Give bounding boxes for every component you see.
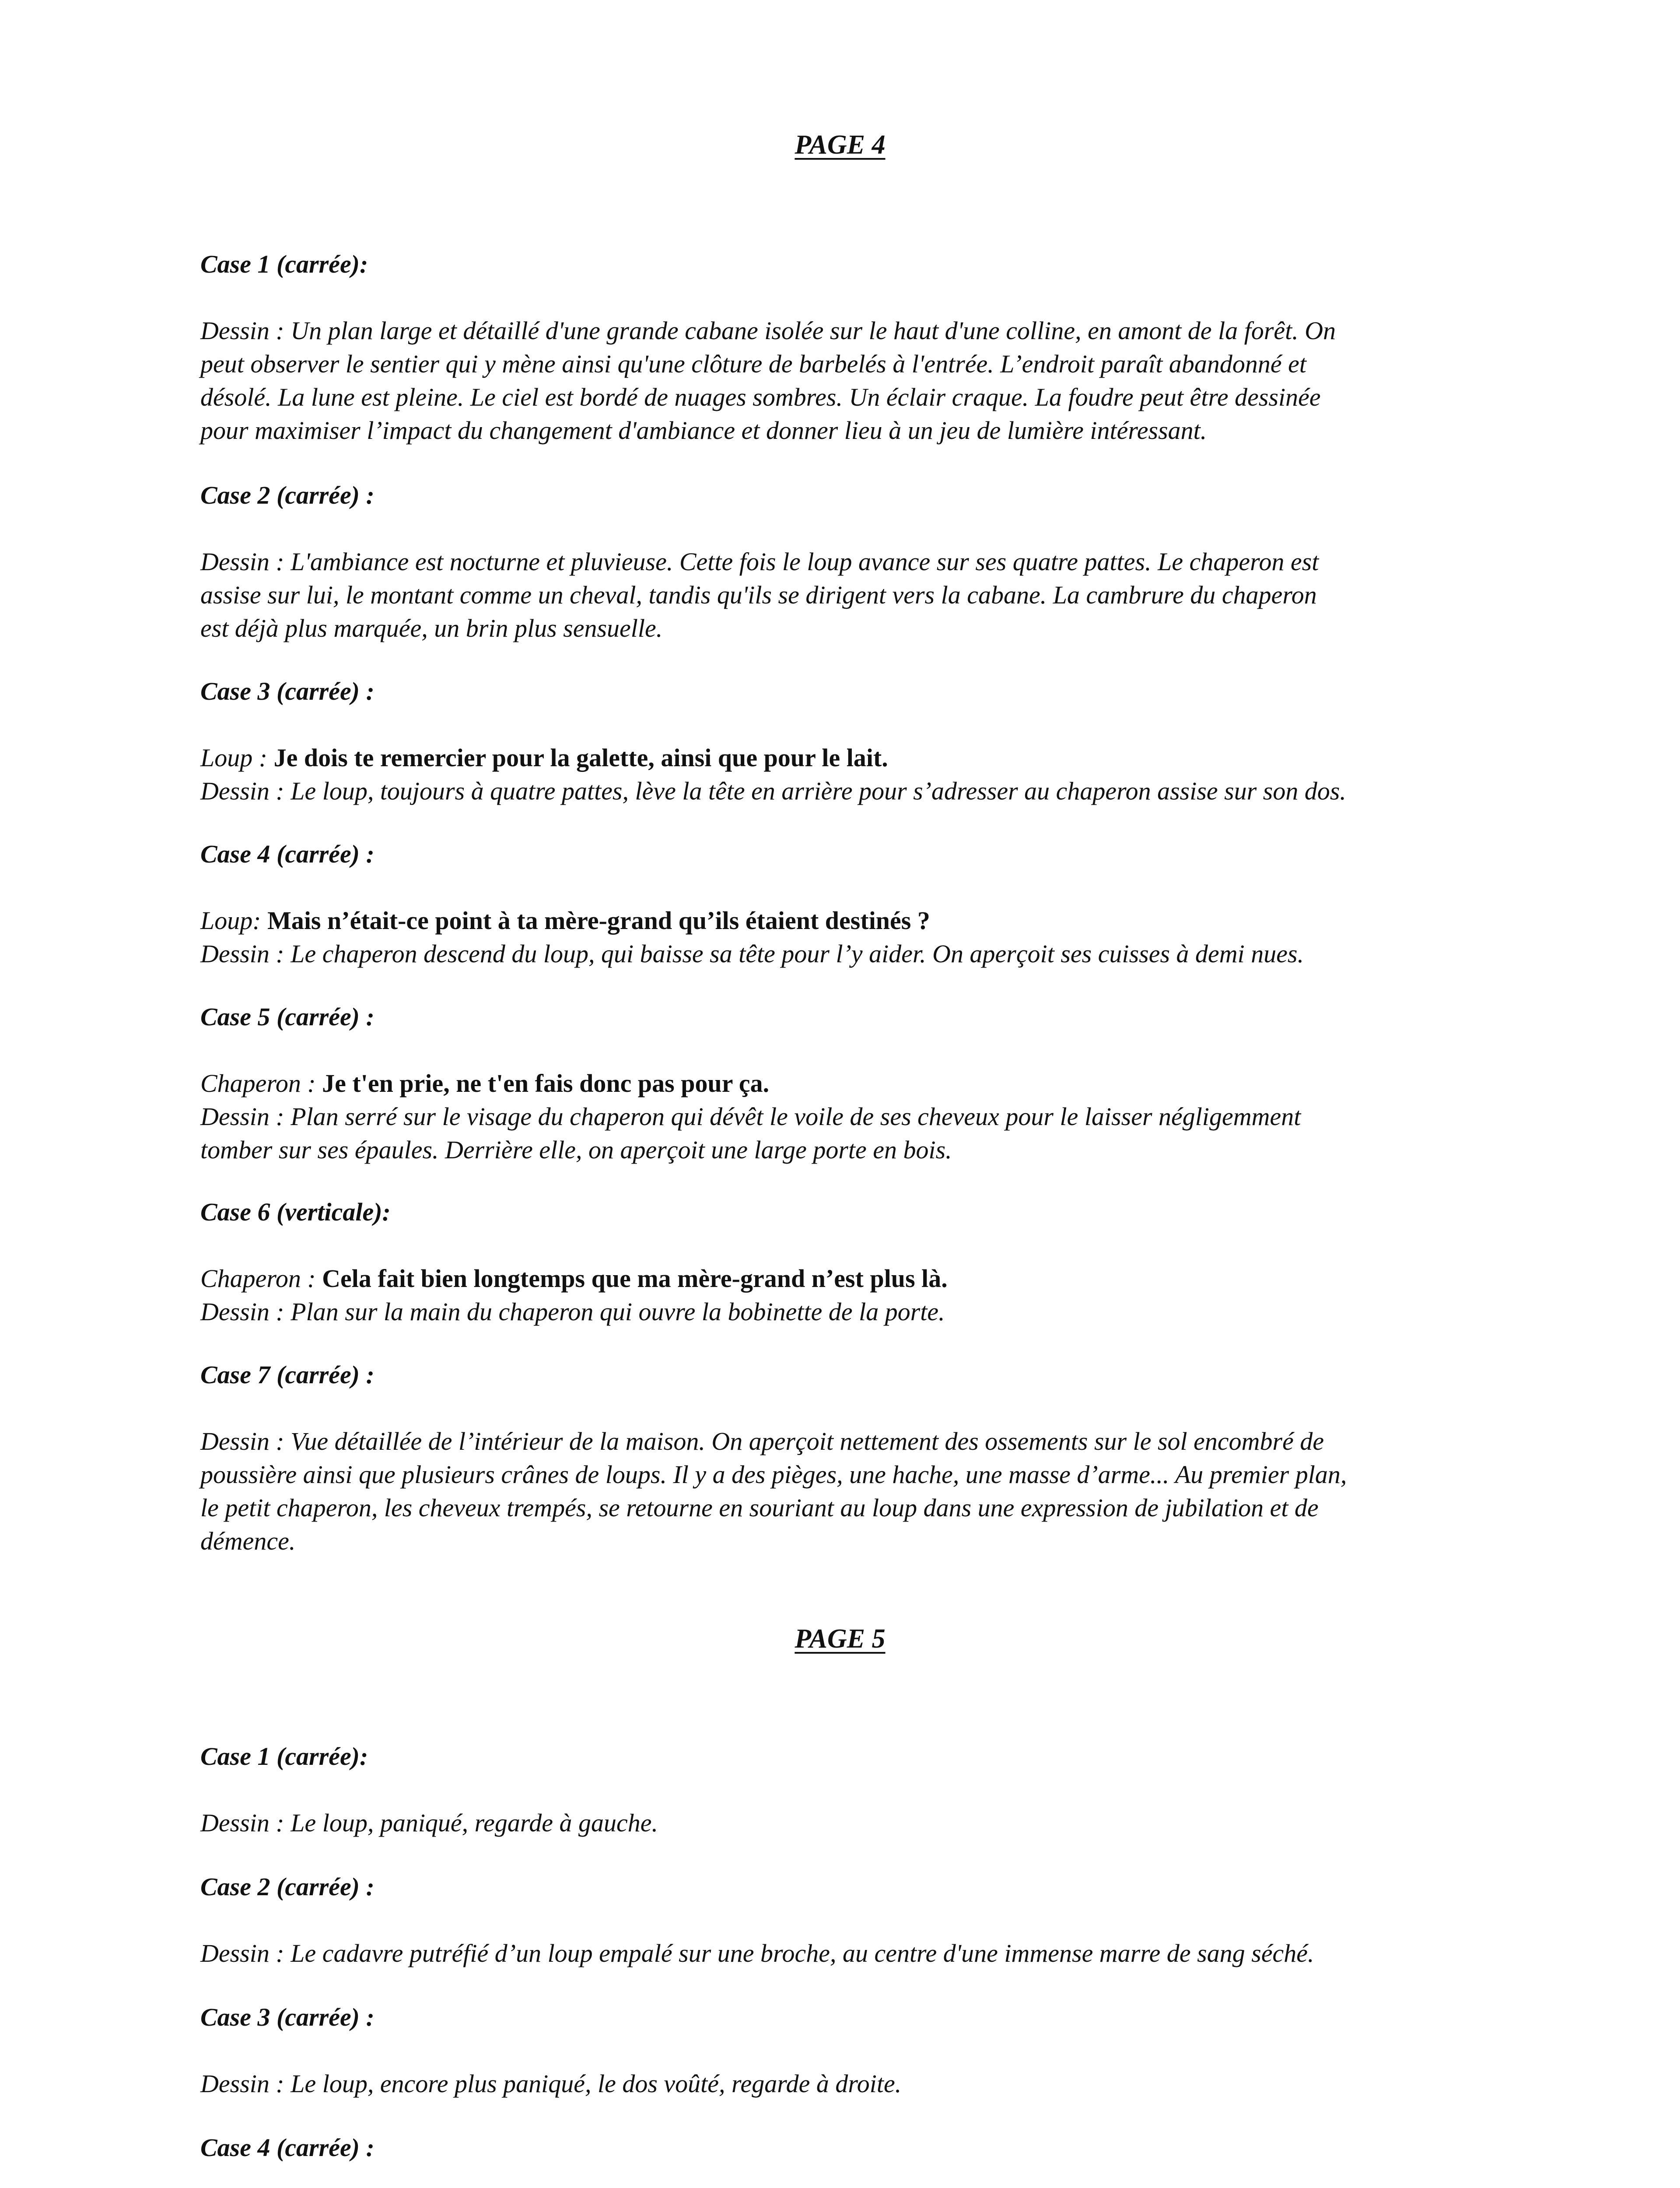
drawing-line: assise sur lui, le montant comme un cheval, tandis qu'ils se dirigent vers la cabane. La cambrure du chaperon	[200, 581, 1317, 609]
page-4-case-1-drawing	[200, 314, 1495, 447]
page-5-case-1-title: Case 1 (carrée):	[200, 1742, 368, 1771]
dialogue-line	[200, 741, 1495, 775]
page-4-case-4-body	[200, 904, 1495, 971]
page-4-case-7-title: Case 7 (carrée) :	[200, 1360, 374, 1389]
drawing-line: désolé. La lune est pleine. Le ciel est bordé de nuages sombres. Un éclair craque. La foudre peut être dessinée	[200, 383, 1321, 411]
page-5-case-4-title: Case 4 (carrée) :	[200, 2133, 374, 2162]
page-5-case-2-drawing	[200, 1937, 1495, 1970]
drawing-line: est déjà plus marquée, un brin plus sensuelle.	[200, 614, 663, 642]
dialogue-line	[200, 1067, 1495, 1100]
dialogue-text: Je dois te remercier pour la galette, ainsi que pour le lait.	[273, 743, 888, 772]
dialogue-line	[200, 1262, 1495, 1295]
page-4-case-5-title: Case 5 (carrée) :	[200, 1003, 374, 1031]
page-4-case-2-drawing	[200, 545, 1495, 645]
drawing-line: Dessin : L'ambiance est nocturne et pluvieuse. Cette fois le loup avance sur ses quatre pattes. Le chaperon est	[200, 547, 1319, 576]
drawing-line: tomber sur ses épaules. Derrière elle, on aperçoit une large porte en bois.	[200, 1136, 952, 1164]
dialogue-text: Mais n’était-ce point à ta mère-grand qu’ils étaient destinés ?	[267, 906, 930, 935]
page-4-case-4-title: Case 4 (carrée) :	[200, 840, 374, 868]
drawing-line: poussière ainsi que plusieurs crânes de loups. Il y a des pièges, une hache, une masse d’arme... Au premier plan,	[200, 1460, 1347, 1489]
speaker-label: Loup :	[200, 743, 274, 772]
drawing-line: le petit chaperon, les cheveux trempés, se retourne en souriant au loup dans une expression de jubilation et de	[200, 1494, 1319, 1522]
page-5-case-3-title: Case 3 (carrée) :	[200, 2003, 374, 2031]
drawing-line: Dessin : Un plan large et détaillé d'une grande cabane isolée sur le haut d'une colline, en amont de la forêt. On	[200, 316, 1336, 345]
page-4-case-3-body	[200, 741, 1495, 808]
page-4-case-3-title: Case 3 (carrée) :	[200, 677, 374, 705]
page-4-case-2-title: Case 2 (carrée) :	[200, 481, 374, 509]
page-4-case-6-title: Case 6 (verticale):	[200, 1198, 391, 1226]
speaker-label: Loup:	[200, 906, 268, 935]
page-4-case-6-body	[200, 1262, 1495, 1329]
page-5-case-1-drawing	[200, 1806, 1495, 1840]
page-5-heading: PAGE 5	[794, 1624, 886, 1654]
page-4-case-7-drawing	[200, 1425, 1495, 1558]
dialogue-text: Cela fait bien longtemps que ma mère-grand n’est plus là.	[322, 1264, 948, 1293]
drawing-line: Dessin : Plan sur la main du chaperon qui ouvre la bobinette de la porte.	[200, 1297, 945, 1326]
drawing-line: peut observer le sentier qui y mène ainsi qu'une clôture de barbelés à l'entrée. L’endroit paraît abandonné et	[200, 350, 1306, 378]
drawing-line: Dessin : Vue détaillée de l’intérieur de la maison. On aperçoit nettement des ossements sur le sol encombré de	[200, 1427, 1324, 1455]
dialogue-text: Je t'en prie, ne t'en fais donc pas pour ça.	[322, 1069, 770, 1098]
drawing-line: Dessin : Le cadavre putréfié d’un loup empalé sur une broche, au centre d'une immense marre de sang séché.	[200, 1939, 1314, 1967]
drawing-line: Dessin : Le loup, encore plus paniqué, le dos voûté, regarde à droite.	[200, 2069, 902, 2098]
page-4-heading: PAGE 4	[794, 130, 886, 160]
drawing-line: Dessin : Le loup, paniqué, regarde à gauche.	[200, 1809, 658, 1837]
dialogue-line	[200, 904, 1495, 937]
drawing-line: pour maximiser l’impact du changement d'ambiance et donner lieu à un jeu de lumière intéressant.	[200, 416, 1207, 445]
speaker-label: Chaperon :	[200, 1264, 322, 1293]
page-4-case-1-title: Case 1 (carrée):	[200, 250, 368, 278]
drawing-line: démence.	[200, 1527, 296, 1555]
drawing-line: Dessin : Le chaperon descend du loup, qui baisse sa tête pour l’y aider. On aperçoit ses cuisses à demi nues.	[200, 940, 1304, 968]
page-5-case-3-drawing	[200, 2067, 1495, 2100]
drawing-line: Dessin : Le loup, toujours à quatre pattes, lève la tête en arrière pour s’adresser au chaperon assise sur son dos.	[200, 777, 1346, 805]
page-5-case-2-title: Case 2 (carrée) :	[200, 1872, 374, 1901]
drawing-line: Dessin : Plan serré sur le visage du chaperon qui dévêt le voile de ses cheveux pour le laisser négligemment	[200, 1102, 1301, 1131]
speaker-label: Chaperon :	[200, 1069, 322, 1098]
page-4-case-5-body	[200, 1067, 1495, 1167]
